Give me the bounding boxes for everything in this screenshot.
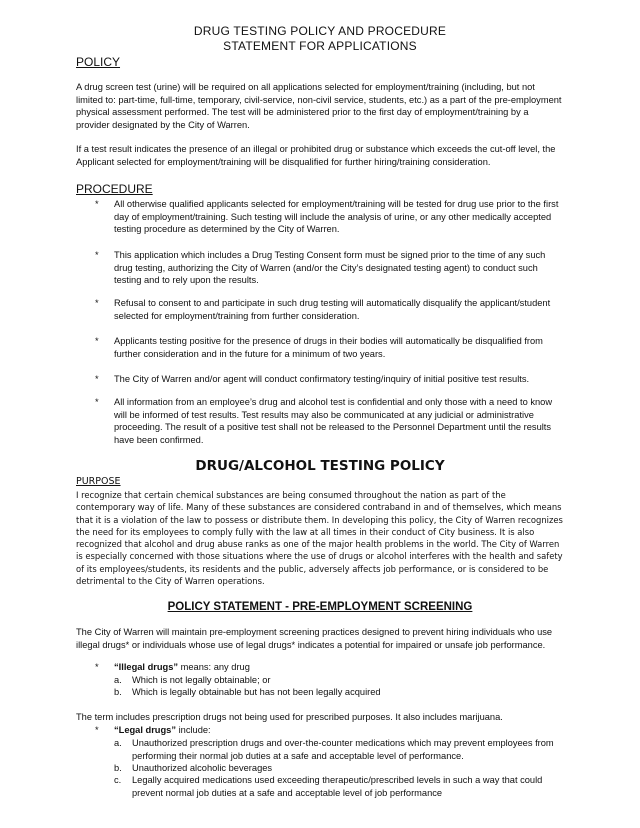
bullet-marker: * bbox=[95, 374, 99, 384]
bullet-marker: * bbox=[95, 250, 99, 260]
illegal-drugs-definition bbox=[114, 661, 566, 674]
procedure-item-5: The City of Warren and/or agent will conduct confirmatory testing/inquiry of initial positive test results. bbox=[114, 374, 530, 384]
purpose-paragraph: I recognize that certain chemical substances are being consumed throughout the nation as part of the contemporary way of life. Many of these substances are considered contraband in and of themselves, which means that it is a violation of the law to possess or distribute them. In developing this policy, the City of Warren recognizes the need for its employees to comply fully with the law at all times in their conduct of City business. It is also recognized that alcohol and drug abuse ranks as one of the major health problems in the world. The City of Warren is especially concerned with those situations where the use of drugs or alcohol interferes with the health and safety of its employees/students, its residents and the public, adversely affects job performance, or is considered to be detrimental to the City of Warren operations. bbox=[76, 490, 563, 587]
illegal-drugs-term: “Illegal drugs” bbox=[114, 662, 179, 672]
list-letter: c. bbox=[114, 775, 122, 785]
bullet-marker: * bbox=[95, 298, 99, 308]
policy-paragraph-2: If a test result indicates the presence of an illegal or prohibited drug or substance which exceeds the cut-off level, the Applicant selected for employment/training will be disqualified for further hiring/training consideration. bbox=[76, 144, 556, 167]
legal-drugs-item-b: Unauthorized alcoholic beverages bbox=[132, 763, 273, 773]
illegal-drugs-item-a: Which is not legally obtainable; or bbox=[132, 675, 271, 685]
document-title-line-2: STATEMENT FOR APPLICATIONS bbox=[223, 39, 417, 53]
drug-alcohol-policy-heading: DRUG/ALCOHOL TESTING POLICY bbox=[195, 458, 445, 474]
list-letter: b. bbox=[114, 687, 122, 697]
bullet-marker: * bbox=[95, 662, 99, 672]
legal-drugs-item-a: Unauthorized prescription drugs and over-the-counter medications which may prevent employees from performing their normal job duties at a safe and acceptable level of performance. bbox=[132, 738, 554, 761]
policy-heading: POLICY bbox=[76, 55, 121, 69]
procedure-item-4: Applicants testing positive for the presence of drugs in their bodies will automatically be disqualified from further consideration and in the future for a minimum of two years. bbox=[114, 336, 543, 359]
bullet-marker: * bbox=[95, 725, 99, 735]
legal-drugs-item-c: Legally acquired medications used exceeding therapeutic/prescribed levels in such a way that could prevent normal job duties at a safe and acceptable level of job performance bbox=[132, 775, 543, 798]
list-letter: a. bbox=[114, 675, 122, 685]
policy-statement-intro: The City of Warren will maintain pre-employment screening practices designed to prevent hiring individuals who use illegal drugs* or individuals whose use of legal drugs* indicates a potential for impaired or unsafe job performance. bbox=[76, 627, 553, 650]
legal-drugs-term: “Legal drugs” bbox=[114, 725, 176, 735]
prescription-note: The term includes prescription drugs not being used for prescribed purposes. It also includes marijuana. bbox=[76, 712, 503, 722]
bullet-marker: * bbox=[95, 199, 99, 209]
procedure-item-3: Refusal to consent to and participate in such drug testing will automatically disqualify the applicant/student selected for employment/training from further consideration. bbox=[114, 298, 551, 321]
policy-statement-heading: POLICY STATEMENT - PRE-EMPLOYMENT SCREENING bbox=[167, 601, 473, 613]
illegal-drugs-suffix: means: any drug bbox=[178, 662, 250, 672]
procedure-item-6: All information from an employee’s drug and alcohol test is confidential and only those with a need to know will be informed of test results. Test results may also be communicated at any judicial or administrative proceeding. The result of a positive test shall not be released to the Personnel Department until the results have been confirmed. bbox=[114, 397, 553, 445]
purpose-heading: PURPOSE bbox=[76, 476, 121, 487]
document-title-line-1: DRUG TESTING POLICY AND PROCEDURE bbox=[193, 24, 447, 38]
legal-drugs-suffix: include: bbox=[176, 725, 211, 735]
list-letter: b. bbox=[114, 763, 122, 773]
illegal-drugs-item-b: Which is legally obtainable but has not been legally acquired bbox=[132, 687, 381, 697]
procedure-item-1: All otherwise qualified applicants selected for employment/training will be tested for drug use prior to the first day of employment/training. Such testing will include the analysis of urine, or any other medically accepted testing procedure as determined by the City of Warren. bbox=[114, 199, 559, 234]
list-letter: a. bbox=[114, 738, 122, 748]
procedure-heading: PROCEDURE bbox=[76, 182, 153, 196]
policy-paragraph-1: A drug screen test (urine) will be required on all applications selected for employment/training (including, but not limited to: part-time, full-time, temporary, civil-service, non-civil service, students, etc.) as a part of the pre-employment physical assessment performed. The test will be administered prior to the first day of employment/training by a provider designated by the City of Warren. bbox=[76, 82, 562, 130]
bullet-marker: * bbox=[95, 397, 99, 407]
legal-drugs-definition bbox=[114, 724, 566, 737]
bullet-marker: * bbox=[95, 336, 99, 346]
procedure-item-2: This application which includes a Drug Testing Consent form must be signed prior to the time of any such drug testing, authorizing the City of Warren (and/or the City’s designated testing agent) to conduct such testing and to rely upon the results. bbox=[114, 250, 546, 285]
